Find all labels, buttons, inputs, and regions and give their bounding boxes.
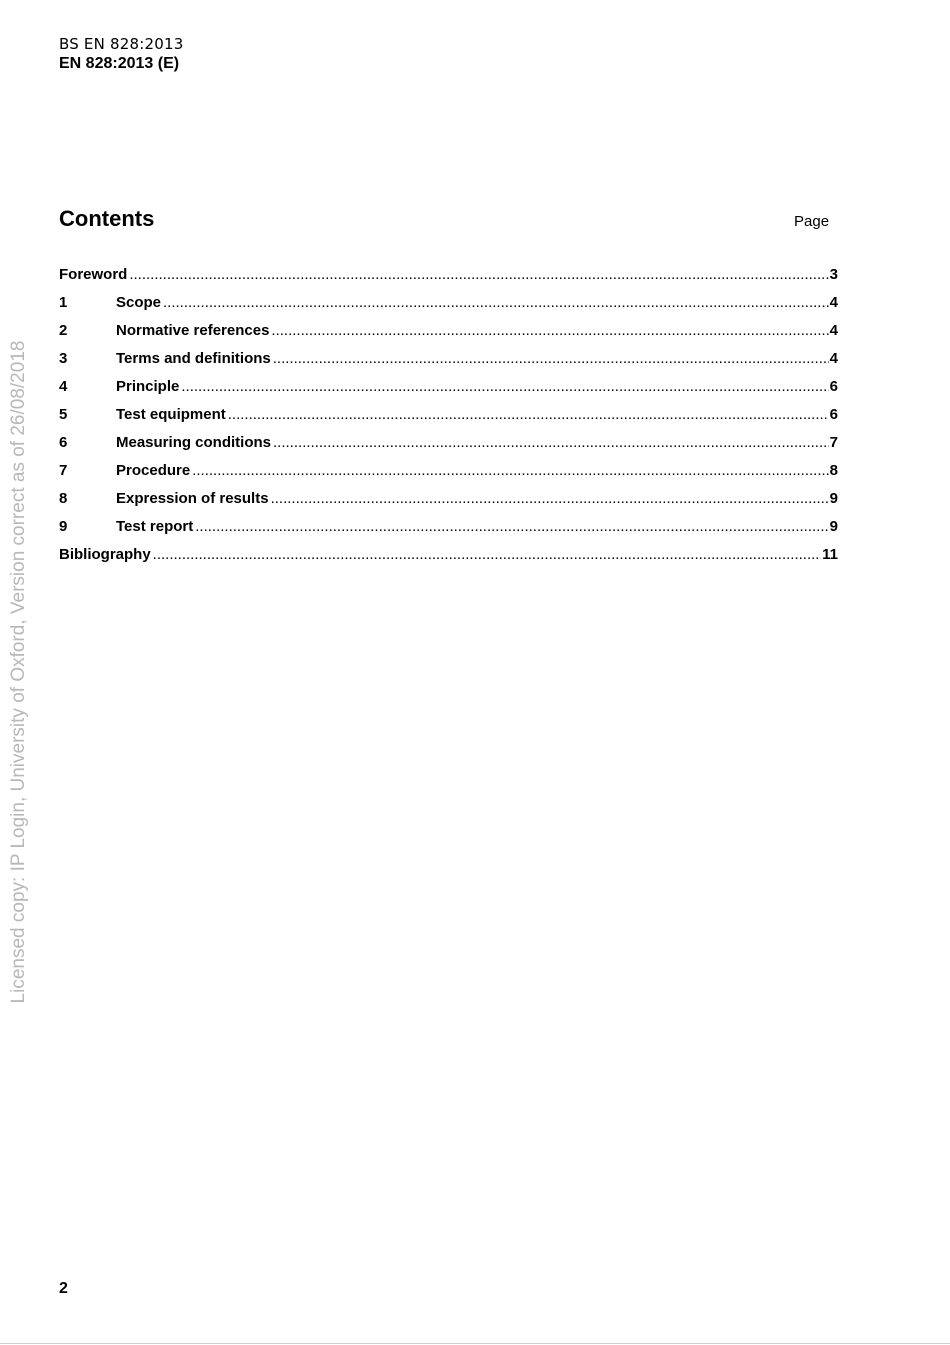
toc-entry-page: 4 (829, 350, 838, 367)
toc-leader-dots (181, 378, 828, 395)
toc-leader-dots (129, 266, 828, 283)
toc-entry-label: Principle (116, 378, 180, 395)
toc-leader-dots (271, 490, 829, 507)
toc-entry-label: Bibliography (59, 546, 151, 563)
toc-entry-number: 7 (59, 462, 68, 479)
toc-leader-dots (271, 322, 828, 339)
toc-leader-dots (163, 294, 829, 311)
table-of-contents (59, 266, 838, 574)
toc-entry-page: 4 (829, 322, 838, 339)
page-column-label: Page (794, 213, 830, 230)
toc-entry-page: 6 (829, 406, 838, 423)
toc-entry-label: Terms and definitions (116, 350, 271, 367)
toc-leader-dots (192, 462, 828, 479)
document-header (59, 35, 183, 73)
toc-entry-principle[interactable] (59, 378, 838, 406)
toc-entry-number: 9 (59, 518, 68, 535)
toc-entry-test-equipment[interactable] (59, 406, 838, 434)
contents-heading: Contents (59, 206, 155, 231)
toc-entry-number: 8 (59, 490, 68, 507)
toc-leader-dots (273, 350, 829, 367)
toc-leader-dots (228, 406, 829, 423)
toc-entry-label: Foreword (59, 266, 128, 283)
toc-leader-dots (273, 434, 829, 451)
toc-entry-number: 5 (59, 406, 68, 423)
toc-entry-page: 8 (829, 462, 838, 479)
toc-entry-label: Normative references (116, 322, 270, 339)
toc-entry-terms-and-definitions[interactable] (59, 350, 838, 378)
toc-entry-page: 11 (822, 546, 838, 563)
toc-entry-bibliography[interactable] (59, 546, 838, 574)
toc-entry-page: 6 (829, 378, 838, 395)
toc-entry-foreword[interactable] (59, 266, 838, 294)
toc-entry-expression-of-results[interactable] (59, 490, 838, 518)
toc-entry-page: 9 (829, 518, 838, 535)
toc-entry-label: Test report (116, 518, 194, 535)
toc-entry-page: 4 (829, 294, 838, 311)
toc-entry-number: 1 (59, 294, 68, 311)
standard-designation: BS EN 828:2013 (59, 35, 184, 53)
toc-entry-procedure[interactable] (59, 462, 838, 490)
page-edge-divider (0, 1343, 950, 1344)
toc-entry-measuring-conditions[interactable] (59, 434, 838, 462)
page-number: 2 (59, 1280, 68, 1297)
toc-entry-label: Measuring conditions (116, 434, 272, 451)
toc-entry-label: Scope (116, 294, 162, 311)
toc-leader-dots (195, 518, 828, 535)
toc-entry-number: 2 (59, 322, 68, 339)
toc-entry-label: Procedure (116, 462, 191, 479)
toc-entry-test-report[interactable] (59, 518, 838, 546)
toc-entry-page: 9 (829, 490, 838, 507)
toc-entry-normative-references[interactable] (59, 322, 838, 350)
toc-entry-number: 3 (59, 350, 68, 367)
license-watermark: Licensed copy: IP Login, University of Oxford, Version correct as of 26/08/2018 (8, 340, 29, 1004)
standard-designation-en: EN 828:2013 (E) (59, 55, 180, 72)
toc-entry-label: Expression of results (116, 490, 269, 507)
toc-entry-number: 4 (59, 378, 68, 395)
toc-entry-page: 3 (829, 266, 838, 283)
toc-entry-number: 6 (59, 434, 68, 451)
toc-leader-dots (153, 546, 821, 563)
toc-entry-page: 7 (829, 434, 838, 451)
toc-entry-label: Test equipment (116, 406, 226, 423)
toc-entry-scope[interactable] (59, 294, 838, 322)
